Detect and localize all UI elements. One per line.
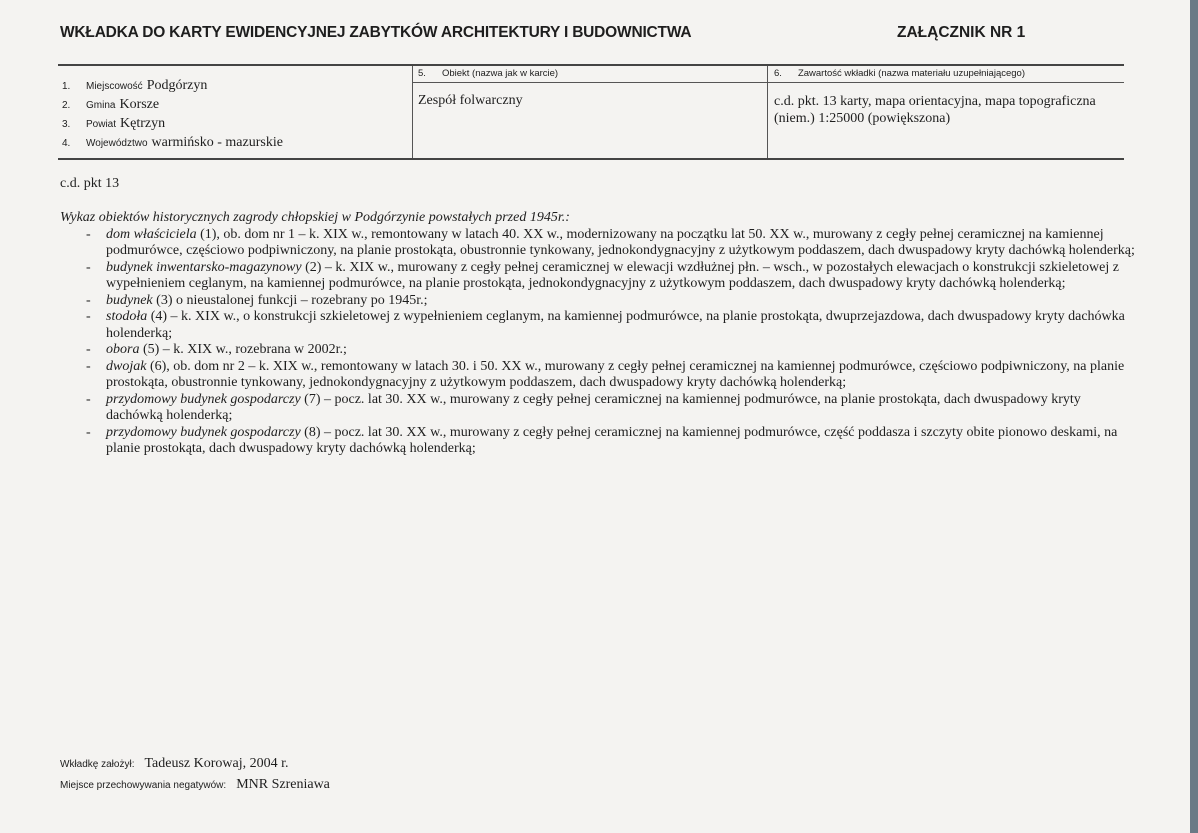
list-bullet: - [86, 424, 91, 440]
object-description: (3) o nieustalonej funkcji – rozebrany po 1945r.; [152, 292, 428, 308]
storage-value: MNR Szreniawa [236, 777, 330, 792]
row-number: 3. [62, 119, 71, 130]
info-table [58, 64, 1124, 160]
object-name: dwojak [106, 358, 147, 374]
list-item [60, 392, 1140, 425]
author-row [60, 756, 330, 777]
contents-column-header [774, 68, 1025, 79]
column-divider [767, 66, 768, 158]
object-description: (7) – pocz. lat 30. XX w., murowany z cegły pełnej ceramicznej na kamiennej podmurówce, na planie prostokąta, dach dwuspadowy kryty dachówką holenderką; [106, 391, 1081, 423]
column-number: 6. [774, 68, 782, 79]
column-label: Obiekt (nazwa jak w karcie) [441, 68, 559, 79]
row-number: 1. [62, 81, 71, 92]
row-label: Gmina [86, 100, 116, 111]
object-name: dom właściciela [106, 226, 197, 242]
column-divider [412, 66, 413, 158]
list-bullet: - [86, 226, 91, 242]
list-item [60, 342, 1140, 359]
list-item [60, 359, 1140, 392]
object-name: Zespół folwarczny [418, 93, 523, 108]
object-description: (2) – k. XIX w., murowany z cegły pełnej ceramicznej w elewacji wzdłużnej płn. – wsch., w pozostałych elewacjach o konstrukcji szkieletowej z wypełnieniem ceglanym, na kamiennej podmurówce, na planie prostokąta, jednokondygnacyjny z użytkowym poddaszem, dach dwuspadowy kryty dachówką holenderką; [106, 259, 1119, 291]
list-bullet: - [86, 342, 91, 357]
storage-label: Miejsce przechowywania negatywów: [60, 780, 227, 791]
location-row-town [62, 78, 283, 97]
row-label: Województwo [86, 138, 148, 149]
location-row-commune [62, 97, 283, 116]
main-text [60, 210, 1140, 458]
list-item [60, 260, 1140, 293]
author-label: Wkładkę założył: [60, 759, 135, 770]
continuation-label: c.d. pkt 13 [60, 176, 120, 191]
row-value: Kętrzyn [120, 116, 166, 131]
list-bullet: - [86, 259, 91, 275]
list-item [60, 227, 1140, 260]
location-row-voivodeship [62, 135, 283, 154]
list-bullet: - [86, 391, 91, 407]
object-description: (8) – pocz. lat 30. XX w., murowany z cegły pełnej ceramicznej na kamiennej podmurówce, część poddasza i szczyty obite pionowo deskami, na planie prostokąta, dach dwuspadowy kryty dachówką holenderką; [106, 424, 1118, 456]
row-number: 4. [62, 138, 71, 149]
header-rule [412, 82, 767, 83]
object-name: budynek inwentarsko-magazynowy [106, 259, 302, 275]
object-description: (4) – k. XIX w., o konstrukcji szkieletowej z wypełnieniem ceglanym, na kamiennej podmurówce, na planie prostokąta, dwuprzejazdowa, dach dwuspadowy kryty dachówka holenderką; [106, 309, 1125, 341]
list-item [60, 309, 1140, 342]
object-name: przydomowy budynek gospodarczy [106, 424, 301, 440]
object-name: stodoła [106, 309, 148, 324]
list-bullet: - [86, 309, 91, 324]
location-row-district [62, 116, 283, 135]
object-description: (5) – k. XIX w., rozebrana w 2002r.; [139, 342, 347, 357]
column-number: 5. [418, 68, 426, 79]
list-bullet: - [86, 292, 91, 308]
row-value: warmińsko - mazurskie [151, 135, 283, 150]
author-value: Tadeusz Korowaj, 2004 r. [144, 756, 289, 771]
object-name: obora [106, 342, 140, 357]
list-bullet: - [86, 358, 91, 374]
row-value: Podgórzyn [146, 78, 208, 93]
list-item [60, 425, 1140, 458]
row-label: Miejscowość [86, 81, 143, 92]
row-label: Powiat [86, 119, 117, 130]
list-item [60, 293, 1140, 310]
location-column [62, 78, 283, 154]
annex-label: ZAŁĄCZNIK NR 1 [897, 24, 1026, 41]
column-label: Zawartość wkładki (nazwa materiału uzupełniającego) [797, 68, 1025, 79]
storage-row [60, 777, 330, 798]
insert-contents: c.d. pkt. 13 karty, mapa orientacyjna, mapa topograficzna (niem.) 1:25000 (powiększona) [774, 94, 1096, 126]
row-number: 2. [62, 100, 71, 111]
object-column-header [418, 68, 558, 79]
object-name: przydomowy budynek gospodarczy [106, 391, 301, 407]
object-description: (1), ob. dom nr 1 – k. XIX w., remontowany w latach 40. XX w., modernizowany na początku lat 50. XX w., murowany z cegły pełnej ceramicznej na kamiennej podmurówce, częściowo podpiwniczony, na planie prostokąta, obustronnie tynkowany, jednokondygnacyjny z użytkowym poddaszem, dach dwuspadowy kryty dachówką holenderką; [106, 226, 1135, 258]
footer [60, 756, 330, 798]
row-value: Korsze [119, 97, 160, 112]
header-rule [767, 82, 1124, 83]
objects-list [60, 227, 1140, 458]
list-intro: Wykaz obiektów historycznych zagrody chłopskiej w Podgórzynie powstałych przed 1945r.: [60, 210, 570, 225]
object-description: (6), ob. dom nr 2 – k. XIX w., remontowany w latach 30. i 50. XX w., murowany z cegły pełnej ceramicznej na kamiennej podmurówce, częściowo podpiwniczony, na planie prostokąta, obustronnie tynkowany, jednokondygnacyjny z użytkowym poddaszem, dach dwuspadowy kryty dachówką holenderką; [106, 358, 1125, 390]
document-title: WKŁADKA DO KARTY EWIDENCYJNEJ ZABYTKÓW ARCHITEKTURY I BUDOWNICTWA [60, 24, 692, 41]
object-name: budynek [106, 292, 153, 308]
